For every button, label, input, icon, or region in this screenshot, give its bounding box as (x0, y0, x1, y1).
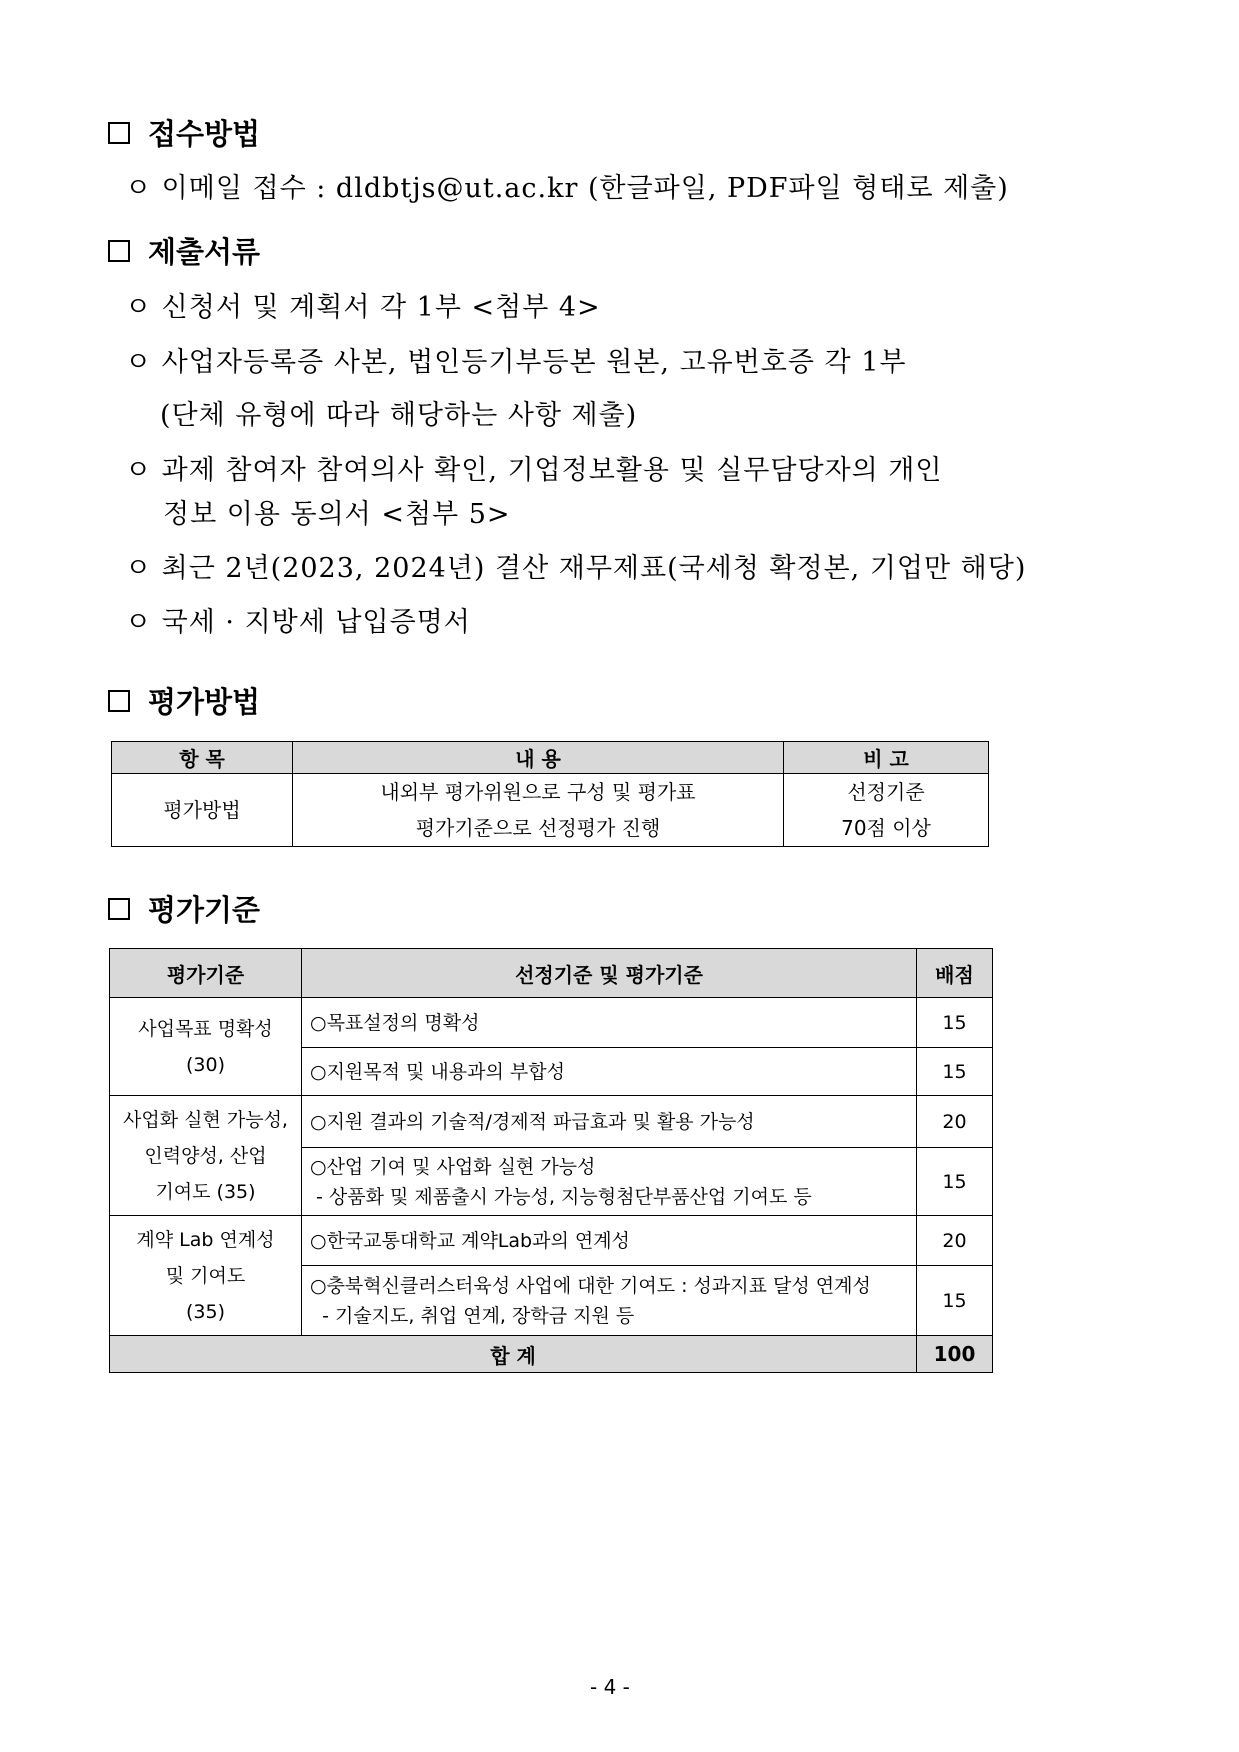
criteria-group-label (110, 998, 302, 1096)
row-text-subline: - 기술지도, 취업 연계, 장학금 지원 등 (310, 1304, 635, 1327)
documents-item: ㅇ 과제 참여자 참여의사 확인, 기업정보활용 및 실무담당자의 개인 (125, 455, 943, 486)
documents-item: ㅇ 국세 · 지방세 납입증명서 (125, 607, 471, 638)
criteria-row-text: ○지원목적 및 내용과의 부합성 (302, 1048, 917, 1096)
header-item: 항 목 (112, 742, 293, 774)
criteria-row-score: 15 (917, 1148, 993, 1216)
criteria-row-score: 15 (917, 998, 993, 1048)
group-label-line: 사업목표 명확성 (138, 1017, 273, 1040)
section-title-eval-criteria (108, 888, 260, 929)
note-line: 70점 이상 (841, 816, 931, 840)
section-title-eval-method (108, 680, 260, 721)
section-title-text: 제출서류 (148, 235, 261, 269)
criteria-row-score: 20 (917, 1216, 993, 1266)
page-number: - 4 - (590, 1675, 630, 1699)
documents-item: ㅇ 사업자등록증 사본, 법인등기부등본 원본, 고유번호증 각 1부 (125, 347, 907, 378)
group-label-line: (30) (185, 1053, 225, 1076)
documents-item: ㅇ 최근 2년(2023, 2024년) 결산 재무제표(국세청 확정본, 기업만 해당) (125, 553, 1027, 584)
content-line: 평가기준으로 선정평가 진행 (415, 816, 661, 840)
criteria-row-text (302, 1148, 917, 1216)
group-label-line: (35) (185, 1300, 225, 1323)
criteria-group-label (110, 1216, 302, 1336)
section-title-text: 평가기준 (148, 893, 261, 927)
section-title-documents (108, 230, 260, 271)
receipt-item: ㅇ 이메일 접수 : dldbtjs@ut.ac.kr (한글파일, PDF파일 형태로 제출) (125, 173, 1009, 204)
criteria-row-text: ○한국교통대학교 계약Lab과의 연계성 (302, 1216, 917, 1266)
header-selection: 선정기준 및 평가기준 (302, 949, 917, 998)
criteria-row-score: 20 (917, 1096, 993, 1148)
section-title-receipt (108, 112, 260, 153)
group-label-line: 계약 Lab 연계성 (136, 1228, 275, 1251)
note-line: 선정기준 (847, 780, 925, 804)
cell-content (293, 774, 784, 847)
checkbox-square-icon (108, 898, 130, 920)
total-label: 합 계 (110, 1336, 917, 1373)
content-line: 내외부 평가위원으로 구성 및 평가표 (380, 780, 696, 804)
criteria-group-label (110, 1096, 302, 1216)
header-criteria: 평가기준 (110, 949, 302, 998)
group-label-line: 사업화 실현 가능성, (123, 1108, 288, 1131)
checkbox-square-icon (108, 122, 130, 144)
header-score: 배점 (917, 949, 993, 998)
documents-item-continuation: (단체 유형에 따라 해당하는 사항 제출) (160, 400, 638, 431)
eval-criteria-table (109, 948, 993, 1373)
criteria-row-score: 15 (917, 1266, 993, 1336)
criteria-row-score: 15 (917, 1048, 993, 1096)
section-title-text: 평가방법 (148, 685, 261, 719)
row-text-line: ○산업 기여 및 사업화 실현 가능성 (310, 1155, 596, 1178)
criteria-row-text: ○지원 결과의 기술적/경제적 파급효과 및 활용 가능성 (302, 1096, 917, 1148)
checkbox-square-icon (108, 240, 130, 262)
header-content: 내 용 (293, 742, 784, 774)
criteria-row-text: ○목표설정의 명확성 (302, 998, 917, 1048)
cell-note (784, 774, 989, 847)
header-note: 비 고 (784, 742, 989, 774)
cell-item: 평가방법 (112, 774, 293, 847)
total-value: 100 (917, 1336, 993, 1373)
checkbox-square-icon (108, 690, 130, 712)
group-label-line: 인력양성, 산업 (144, 1144, 267, 1167)
row-text-line: ○충북혁신클러스터육성 사업에 대한 기여도 : 성과지표 달성 연계성 (310, 1274, 871, 1297)
eval-method-table (111, 741, 989, 847)
row-text-subline: - 상품화 및 제품출시 가능성, 지능형첨단부품산업 기여도 등 (310, 1185, 812, 1208)
documents-item-continuation: 정보 이용 동의서 <첨부 5> (163, 499, 511, 530)
section-title-text: 접수방법 (148, 117, 261, 151)
group-label-line: 기여도 (35) (155, 1180, 256, 1203)
criteria-row-text (302, 1266, 917, 1336)
group-label-line: 및 기여도 (165, 1264, 246, 1287)
documents-item: ㅇ 신청서 및 계획서 각 1부 <첨부 4> (125, 292, 601, 323)
